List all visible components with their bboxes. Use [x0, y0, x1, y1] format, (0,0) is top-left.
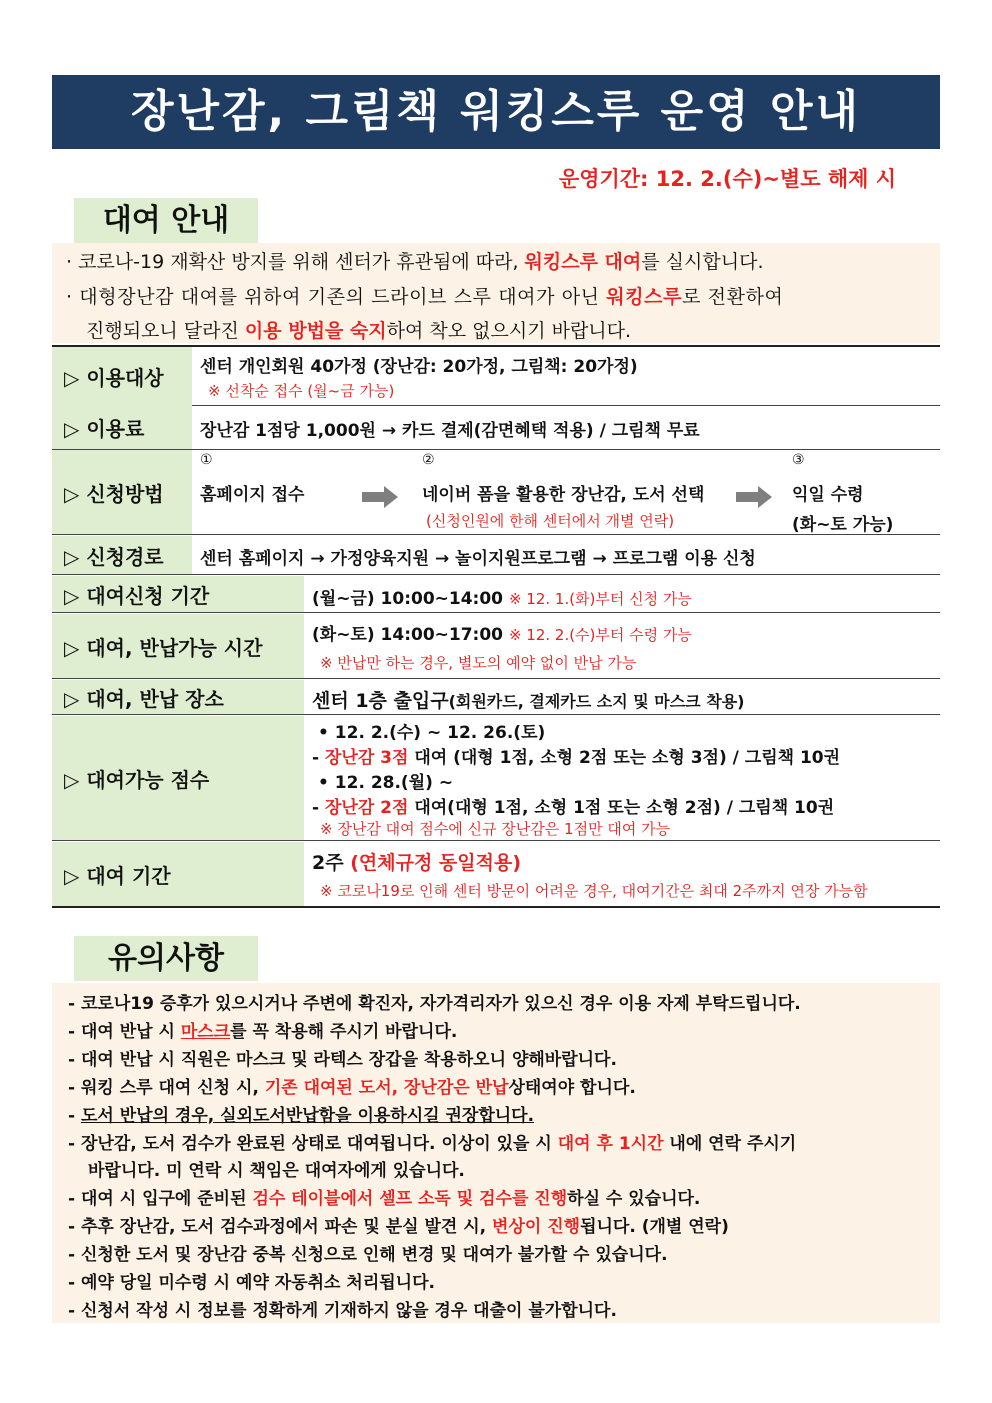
intro-box — [52, 243, 940, 343]
duration-note: ※ 코로나19로 인해 센터 방문이 어려운 경우, 대여기간은 최대 2주까지 연장 가능함 — [320, 882, 868, 900]
intro-line-2: · 대형장난감 대여를 위하여 기존의 드라이브 스루 대여가 아닌 워킹스루로 전환하여 — [66, 286, 784, 308]
note-item: - 예약 당일 미수령 시 예약 자동취소 처리됩니다. — [68, 1273, 435, 1293]
step2-text: 네이버 폼을 활용한 장난감, 도서 선택 — [422, 485, 705, 505]
row-target — [52, 345, 940, 406]
note-item: - 도서 반납의 경우, 실외도서반납함을 이용하시길 권장합니다. — [68, 1106, 535, 1126]
label-duration: ▷ 대여 기간 — [52, 842, 304, 906]
section-heading-rental: 대여 안내 — [74, 198, 258, 243]
target-value: 센터 개인회원 40가정 (장난감: 20가정, 그림책: 20가정) — [200, 357, 638, 377]
label-target: ▷ 이용대상 — [52, 347, 192, 405]
note-item: - 신청한 도서 및 장난감 중복 신청으로 인해 변경 및 대여가 불가할 수 있습니다. — [68, 1245, 668, 1265]
apply-period-value: (월~금) 10:00~14:00 ※ 12. 1.(화)부터 신청 가능 — [312, 589, 692, 609]
label-apply-method: ▷ 신청방법 — [52, 450, 192, 534]
row-count — [52, 716, 940, 841]
time-value: (화~토) 14:00~17:00 ※ 12. 2.(수)부터 수령 가능 — [312, 625, 692, 645]
arrow-right-icon — [736, 486, 772, 508]
label-count: ▷ 대여가능 점수 — [52, 716, 304, 840]
step1-text: 홈페이지 접수 — [200, 485, 305, 505]
label-route: ▷ 신청경로 — [52, 536, 192, 574]
label-time: ▷ 대여, 반납가능 시간 — [52, 614, 304, 678]
count-note: ※ 장난감 대여 점수에 신규 장난감은 1점만 대여 가능 — [320, 820, 671, 838]
row-route — [52, 536, 940, 575]
target-note: ※ 선착순 접수 (월~금 가능) — [208, 382, 395, 400]
step3-text: 익일 수령 — [792, 485, 864, 505]
step1-number: ① — [200, 452, 213, 468]
label-place: ▷ 대여, 반납 장소 — [52, 680, 304, 714]
operation-period: 운영기간: 12. 2.(수)~별도 해제 시 — [558, 167, 896, 191]
note-item: - 대여 반납 시 마스크를 꼭 착용해 주시기 바랍니다. — [68, 1022, 458, 1042]
info-table — [52, 345, 940, 909]
time-note: ※ 반납만 하는 경우, 별도의 예약 없이 반납 가능 — [320, 654, 637, 672]
fee-value: 장난감 1점당 1,000원 → 카드 결제(감면혜택 적용) / 그림책 무료 — [200, 421, 700, 441]
step2-number: ② — [422, 452, 435, 468]
label-apply-period: ▷ 대여신청 기간 — [52, 576, 304, 612]
row-time — [52, 614, 940, 679]
note-item: - 워킹 스루 대여 신청 시, 기존 대여된 도서, 장난감은 반납상태여야 합니다. — [68, 1078, 636, 1098]
intro-line-3: 진행되오니 달라진 이용 방법을 숙지하여 착오 없으시기 바랍니다. — [86, 320, 632, 342]
step3-sub: (화~토 가능) — [792, 515, 894, 535]
section-heading-notes: 유의사항 — [74, 936, 258, 981]
arrow-right-icon — [362, 486, 398, 508]
note-item: - 추후 장난감, 도서 검수과정에서 파손 및 분실 발견 시, 변상이 진행됩니다. (개별 연락) — [68, 1217, 729, 1237]
count-period-1: • 12. 2.(수) ~ 12. 26.(토) — [318, 723, 546, 743]
note-item-continued: 바랍니다. 미 연락 시 책임은 대여자에게 있습니다. — [88, 1161, 465, 1181]
note-item: - 신청서 작성 시 정보를 정확하게 기재하지 않을 경우 대출이 불가합니다. — [68, 1301, 617, 1321]
route-value: 센터 홈페이지 → 가정양육지원 → 놀이지원프로그램 → 프로그램 이용 신청 — [200, 549, 756, 569]
row-duration — [52, 842, 940, 908]
row-fee — [52, 405, 940, 450]
step2-note: (신청인원에 한해 센터에서 개별 연락) — [426, 512, 675, 530]
count-rule-1: - 장난감 3점 대여 (대형 1점, 소형 2점 또는 소형 3점) / 그림책 10권 — [312, 748, 841, 768]
duration-value: 2주 (연체규정 동일적용) — [312, 852, 522, 874]
row-apply-period — [52, 576, 940, 613]
row-apply-method — [52, 450, 940, 535]
count-rule-2: - 장난감 2점 대여(대형 1점, 소형 1점 또는 소형 2점) / 그림책 10권 — [312, 798, 835, 818]
place-value: 센터 1층 출입구(회원카드, 결제카드 소지 및 마스크 착용) — [312, 690, 745, 712]
page-title: 장난감, 그림책 워킹스루 운영 안내 — [52, 75, 940, 149]
note-item: - 대여 시 입구에 준비된 검수 테이블에서 셀프 소독 및 검수를 진행하실 수 있습니다. — [68, 1189, 701, 1209]
count-period-2: • 12. 28.(월) ~ — [318, 773, 454, 793]
notes-box — [52, 983, 940, 1323]
step3-number: ③ — [792, 452, 805, 468]
row-place — [52, 680, 940, 715]
note-item: - 장난감, 도서 검수가 완료된 상태로 대여됩니다. 이상이 있을 시 대여 후 1시간 내에 연락 주시기 — [68, 1134, 797, 1154]
note-item: - 대여 반납 시 직원은 마스크 및 라텍스 장갑을 착용하오니 양해바랍니다. — [68, 1050, 617, 1070]
label-fee: ▷ 이용료 — [52, 405, 192, 449]
intro-line-1: · 코로나-19 재확산 방지를 위해 센터가 휴관됨에 따라, 워킹스루 대여를 실시합니다. — [66, 251, 764, 273]
note-item: - 코로나19 증후가 있으시거나 주변에 확진자, 자가격리자가 있으신 경우 이용 자제 부탁드립니다. — [68, 994, 801, 1014]
